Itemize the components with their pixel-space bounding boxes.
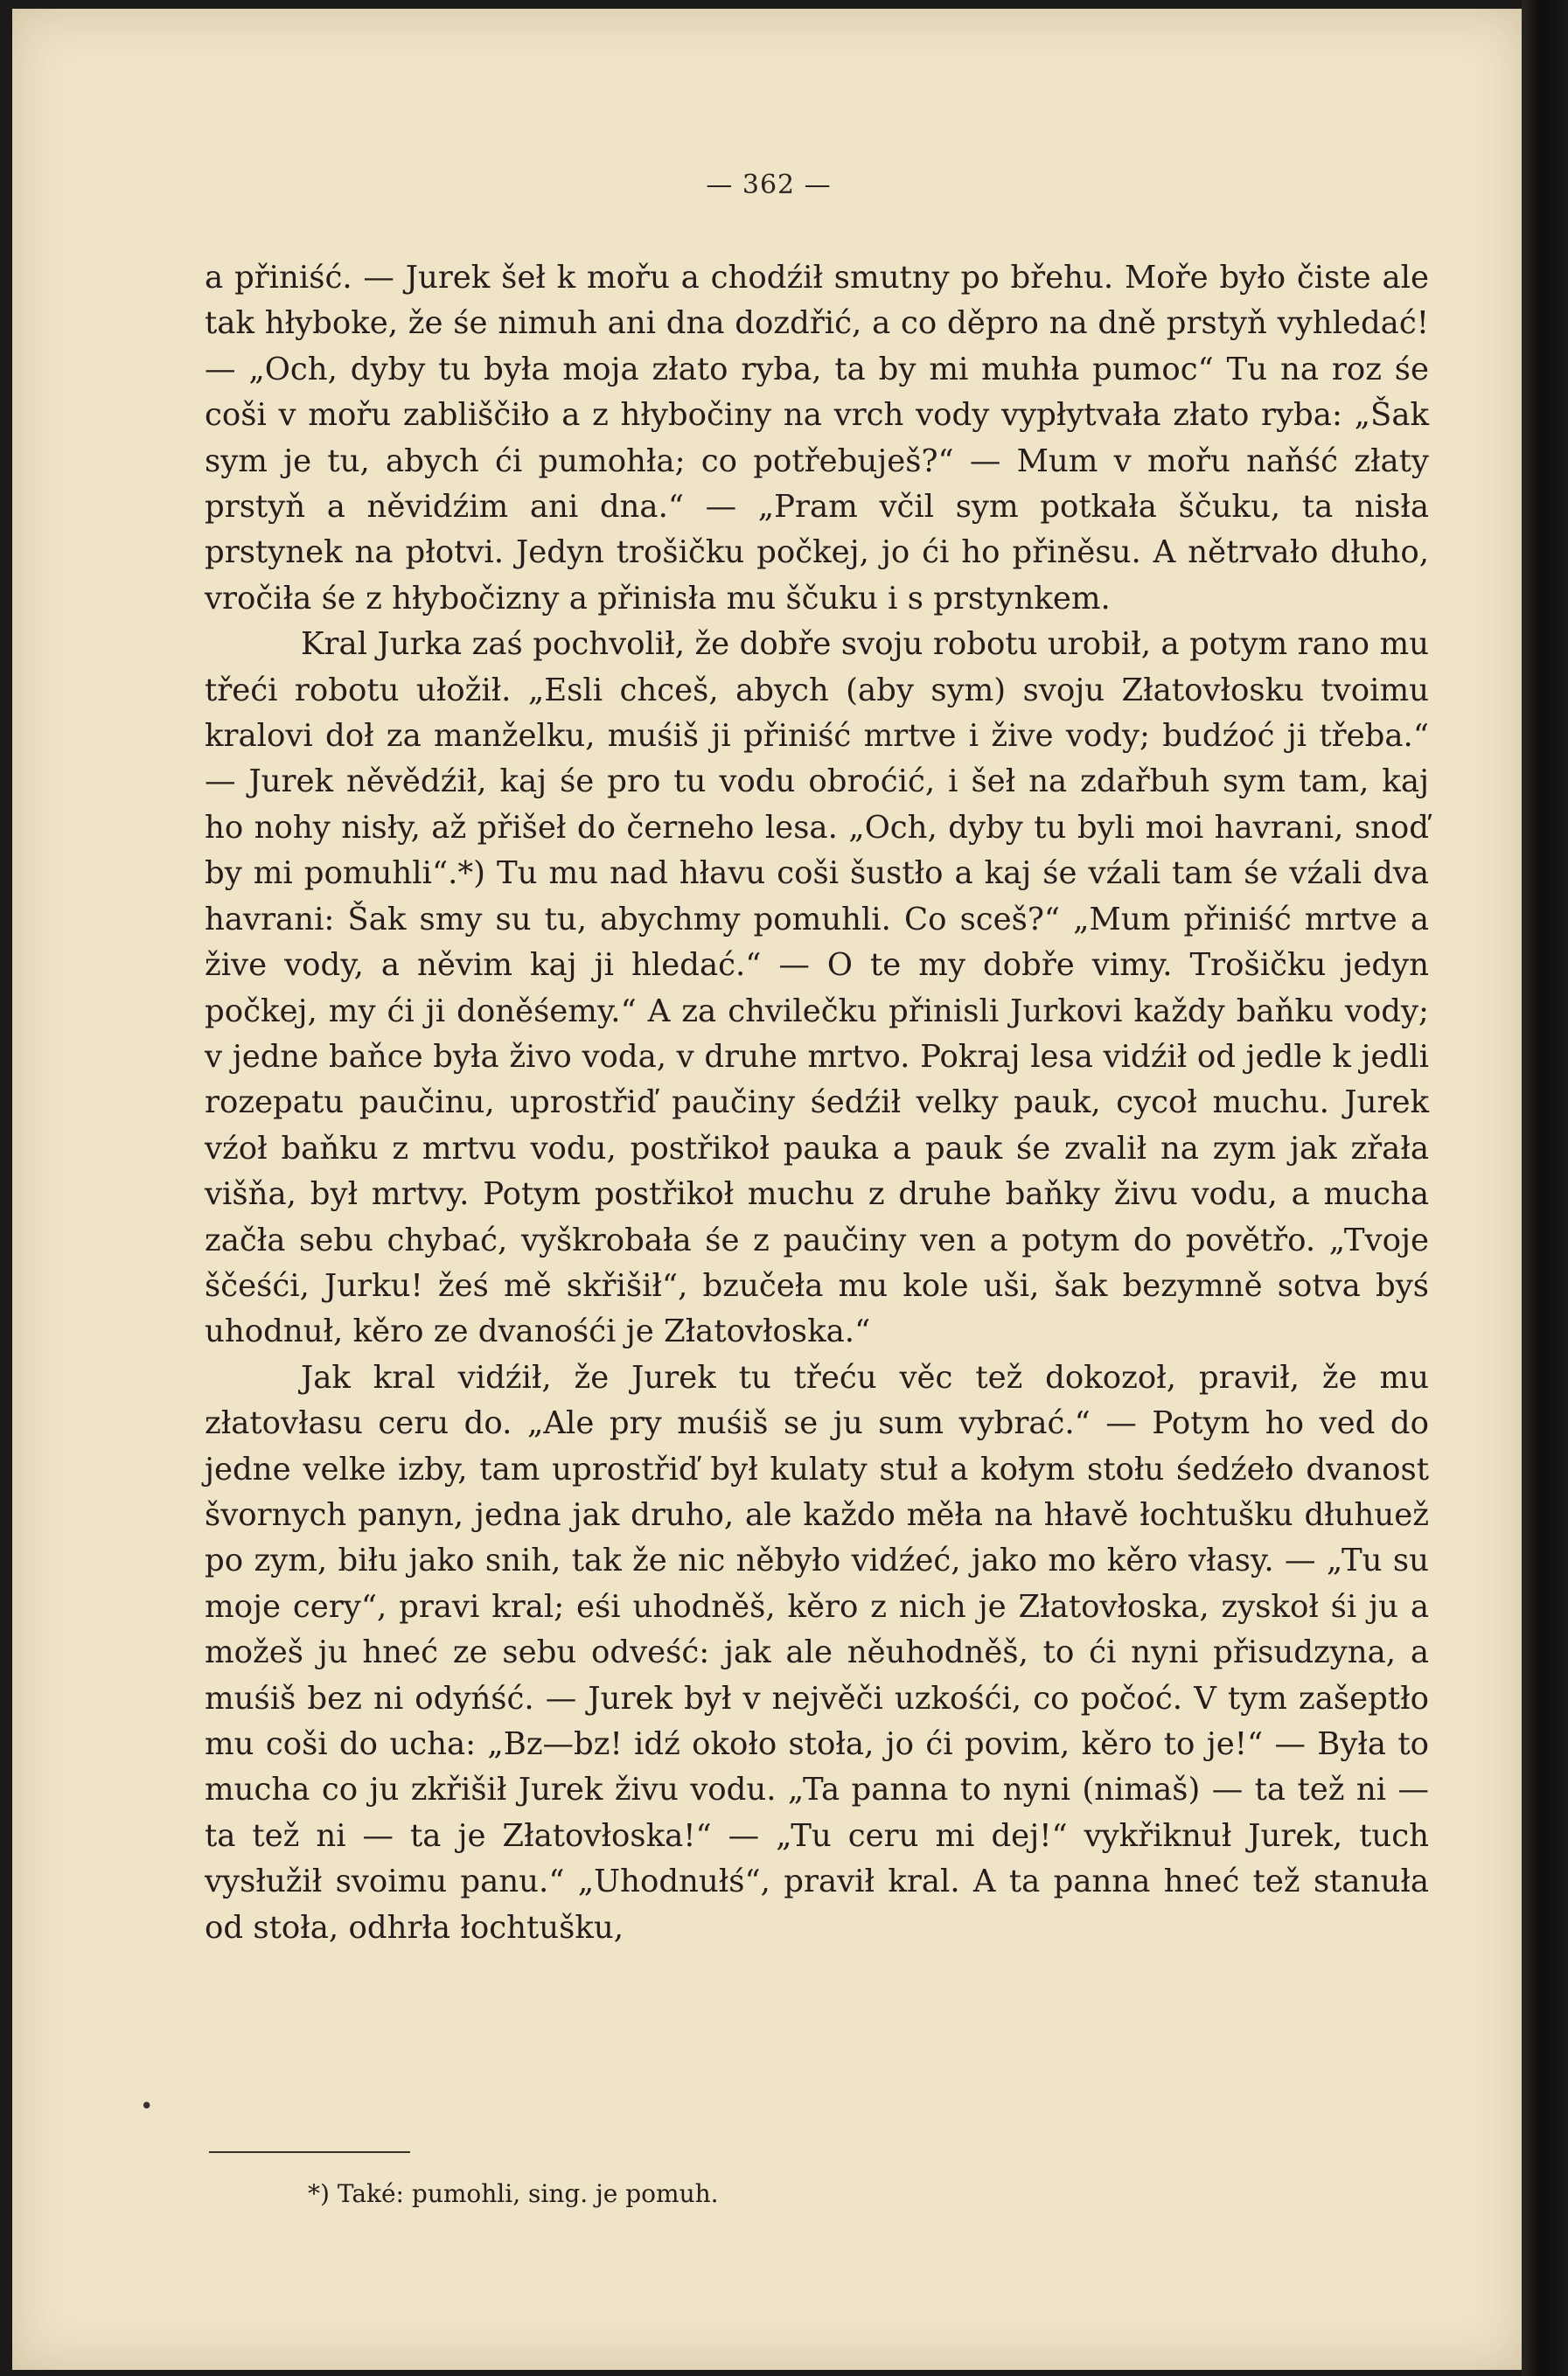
body-text bbox=[205, 255, 1429, 1951]
paragraph-1: a přiniść. — Jurek šeł k mořu a chodźił smutny po břehu. Mořе było čiste ale tak hłyboke, že śe nimuh ani dna dozdřić, a co děpro na dně prstyň vyhledać! — „Och, dyby tu była moja złato ryba, ta by mi muhła pumoc“ Tu na roz śe coši v mořu zabliščiło a z hłybočiny na vrch vody vypłytvała złato ryba: „Šak sym je tu, abych ći pumohła; co potřebuješ?“ — Mum v mořu naňść złaty prstyň a něvidźim ani dna.“ — „Pram včil sym potkała ščuku, ta nisła prstynek na płotvi. Jedyn trošičku počkej, jo ći ho přiněsu. A nětrvało dłuho, vročiła śe z hłybočizny a přinisła mu ščuku i s prstynkem. bbox=[205, 260, 1429, 617]
paragraph-2: Kral Jurka zaś pochvolił, že dobře svoju robotu urobił, a potym rano mu třeći robotu ułožił. „Esli chceš, abych (aby sym) svoju Złatovłosku tvoimu kralovi doł za manželku, muśiš ji přiniść mrtve i žive vody; budźoć ji třeba.“ — Jurek něvědźił, kaj śe pro tu vodu obroćić, i šeł na zdařbuh sym tam, kaj ho nohy nisły, až přišeł do černeho lesa. „Och, dyby tu byli moi havrani, snoď by mi pomuhli“.*) Tu mu nad hłavu coši šustło a kaj śe vźali tam śe vźali dva havrani: Šak smy su tu, abychmy pomuhli. Co sceš?“ „Mum přiniść mrtve a žive vody, a něvim kaj ji hledać.“ — O te my dobře vimy. Trošičku jedyn počkej, my ći ji doněśemy.“ A za chvilečku přinisli Jurkovi každy baňku vody; v jedne baňce była živo voda, v druhe mrtvo. Pokraj lesa vidźił od jedle k jedli rozepatu paučinu, uprostřiď paučiny śedźił velky pauk, cycoł muchu. Jurek vźoł baňku z mrtvu vodu, postřikoł pauka a pauk śe zvalił na zym jak zřała višňa, był mrtvy. Potym postřikoł muchu z druhe baňky živu vodu, a mucha začła sebu chybać, vyškrobała śe z paučiny ven a potym do povětřo. „Tvoje ščeśći, Jurku! žeś mě skřišił“, bzučeła mu kole uši, šak bezymně sotva byś uhodnuł, kěro ze dvanośći je Złatovłoska.“ bbox=[205, 626, 1429, 1350]
footnote-divider bbox=[209, 2151, 410, 2153]
margin-mark: • bbox=[140, 2094, 154, 2120]
book-binding-edge bbox=[1522, 0, 1568, 2376]
book-page bbox=[12, 9, 1525, 2370]
page-number: — 362 — bbox=[706, 170, 832, 200]
footnote: *) Také: pumohli, sing. je pomuh. bbox=[308, 2179, 719, 2208]
paragraph-3: Jak kral vidźił, že Jurek tu třeću věc tež dokozoł, pravił, že mu złatovłasu ceru do. „Ale pry muśiš se ju sum vybrać.“ — Potym ho ved do jedne velke izby, tam uprostřiď był kulaty stuł a kołym stołu śedźeło dvanost švornych panyn, jedna jak druho, ale každo měła na hłavě łochtušku dłuhuež po zym, biłu jako snih, tak že nic něbyło vidźeć, jako mo kěro vłasy. — „Tu su moje cery“, pravi kral; eśi uhodněš, kěro z nich je Złatovłoska, zyskoł śi ju a možeš ju hneć ze sebu odveść: jak ale něuhodněš, to ći nyni přisudzyna, a muśiš bez ni odyńść. — Jurek był v nejvěči uzkośći, co počoć. V tym zašeptło mu coši do ucha: „Bz—bz! idź około stoła, jo ći povim, kěro to je!“ — Była to mucha co ju zkřišił Jurek živu vodu. „Ta panna to nyni (nimaš) — ta tež ni — ta tež ni — ta je Złatovłoska!“ — „Tu ceru mi dej!“ vykřiknuł Jurek, tuch vysłužił svoimu panu.“ „Uhodnułś“, pravił kral. A ta panna hneć tež stanuła od stoła, odhrła łochtušku, bbox=[205, 1359, 1429, 1946]
